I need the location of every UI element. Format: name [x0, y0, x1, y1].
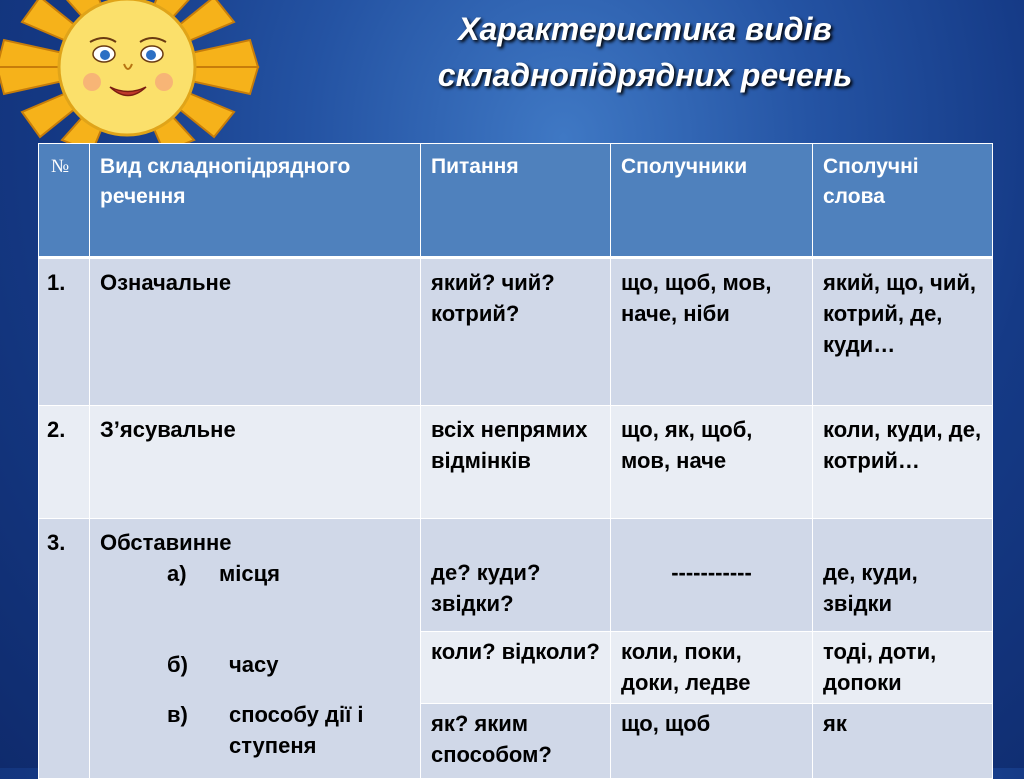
- row-conjunctive-words: коли, куди, де, котрий…: [813, 406, 993, 519]
- header-type: Вид складнопідрядного речення: [90, 144, 421, 258]
- title-line-1: Характеристика видів: [458, 11, 832, 47]
- table-row: [39, 258, 993, 406]
- row-conjunctions: коли, поки, доки, ледве: [611, 632, 813, 704]
- header-question: Питання: [421, 144, 611, 258]
- subtype-time: [100, 649, 410, 680]
- row-question: який? чий? котрий?: [421, 258, 611, 406]
- header-conjunctive-words: Сполучні слова: [813, 144, 993, 258]
- table-row: [39, 406, 993, 519]
- row-conjunctive-words: тоді, доти, допоки: [813, 632, 993, 704]
- sun-illustration: [0, 0, 262, 152]
- subtype-marker: в): [167, 702, 188, 727]
- row-number: 3.: [39, 519, 90, 779]
- row-type: Обставинне: [100, 530, 232, 555]
- row-conjunctive-words: який, що, чий, котрий, де, куди…: [813, 258, 993, 406]
- subtype-place: [100, 558, 410, 589]
- row-number: 1.: [39, 258, 90, 406]
- row-number: 2.: [39, 406, 90, 519]
- subtype-label: місця: [219, 561, 280, 586]
- row-question: всіх непрямих відмінків: [421, 406, 611, 519]
- row-conjunctive-words: де, куди, звідки: [813, 519, 993, 632]
- subtype-marker: а): [167, 561, 187, 586]
- row-conjunctions: що, як, щоб, мов, наче: [611, 406, 813, 519]
- row-conjunctions: що, щоб, мов, наче, ніби: [611, 258, 813, 406]
- table-header-row: [39, 144, 993, 258]
- subtype-label: способу дії і ступеня: [229, 702, 364, 758]
- row-conjunctions: -----------: [611, 519, 813, 632]
- subtype-marker: б): [167, 652, 188, 677]
- row-type: З’ясувальне: [90, 406, 421, 519]
- subtype-label: часу: [229, 652, 279, 677]
- subtype-manner: [100, 699, 410, 761]
- header-num: №: [39, 144, 90, 258]
- title-line-2: складнопідрядних речень: [437, 57, 853, 93]
- page-title: [300, 6, 990, 98]
- sentence-types-table: [38, 143, 993, 779]
- row-question: де? куди? звідки?: [421, 519, 611, 632]
- row-type-cell: [90, 519, 421, 779]
- row-conjunctions: що, щоб: [611, 704, 813, 779]
- row-question: як? яким способом?: [421, 704, 611, 779]
- row-question: коли? відколи?: [421, 632, 611, 704]
- row-conjunctive-words: як: [813, 704, 993, 779]
- table-row: [39, 519, 993, 632]
- row-type: Означальне: [90, 258, 421, 406]
- header-conjunctions: Сполучники: [611, 144, 813, 258]
